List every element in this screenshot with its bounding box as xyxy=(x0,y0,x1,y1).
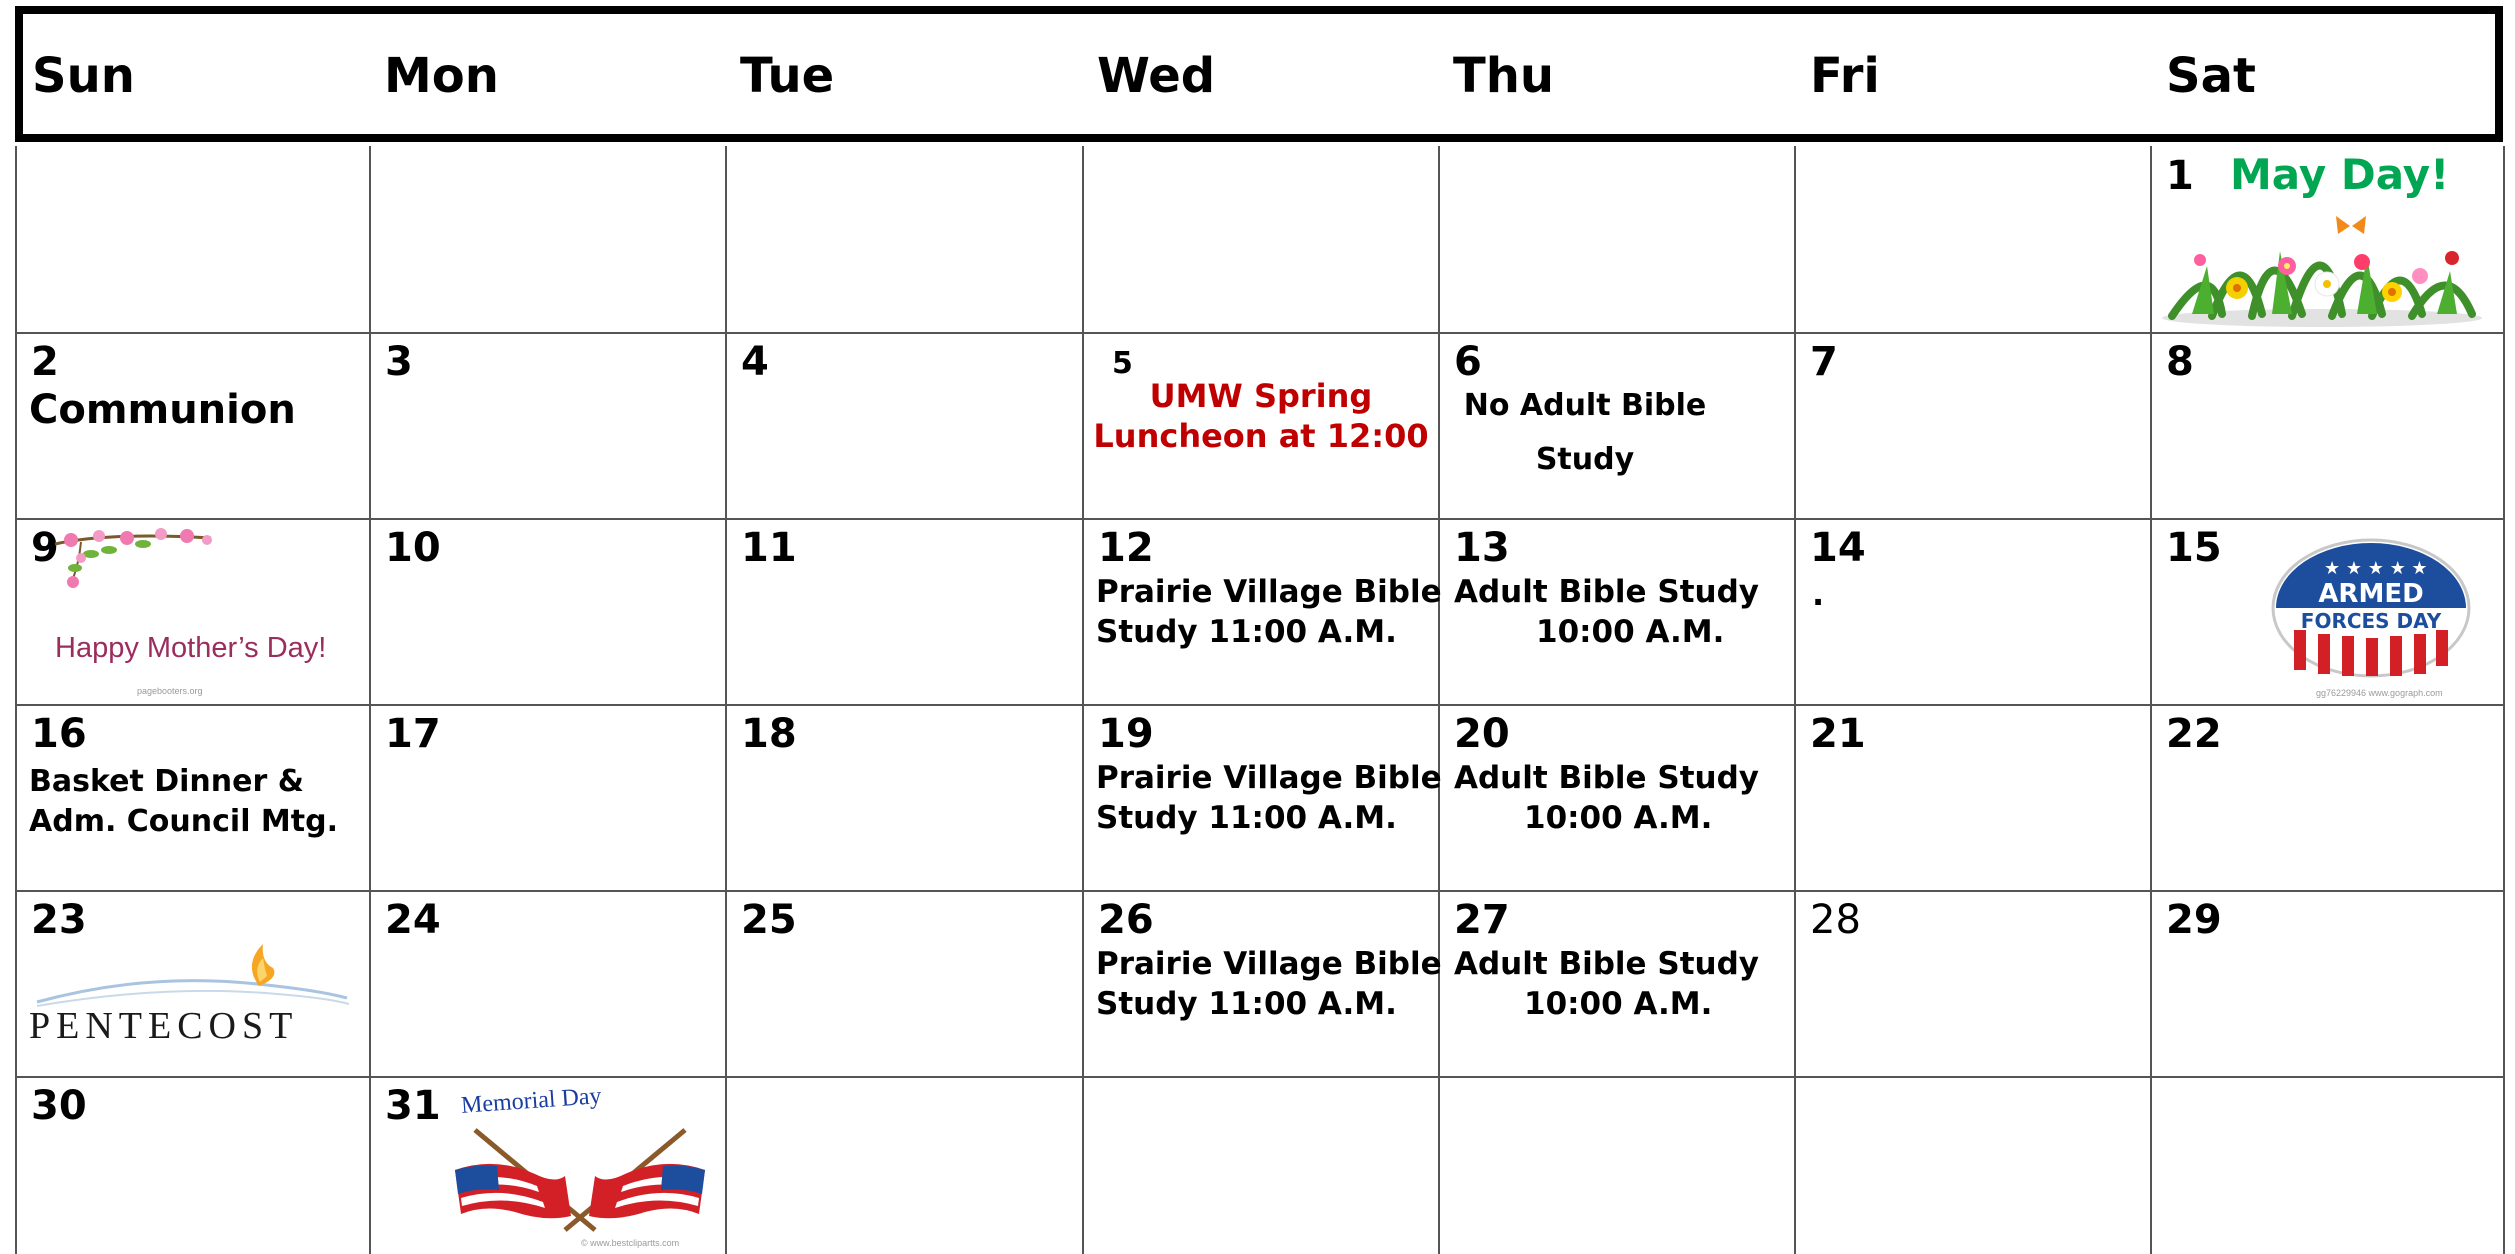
event-pentecost: PENTECOST xyxy=(29,1005,299,1047)
event-umw-line2: Luncheon at 12:00 xyxy=(1093,417,1429,455)
day-cell-31[interactable] xyxy=(371,1078,725,1254)
event-no-bible-study-line2: Study xyxy=(1535,442,1635,477)
day-cell-10[interactable] xyxy=(371,520,725,704)
event-memorial-day: Memorial Day xyxy=(460,1083,603,1119)
candle-flame-icon xyxy=(27,942,357,1012)
weekday-wed: Wed xyxy=(1097,48,1216,104)
day-number: 18 xyxy=(741,711,797,757)
day-cell-18[interactable] xyxy=(727,706,1082,890)
event-prairie-village-line1: Prairie Village Bible xyxy=(1096,760,1442,796)
event-prairie-village-line2: Study 11:00 A.M. xyxy=(1096,800,1397,836)
weekday-tue: Tue xyxy=(740,48,835,104)
day-cell-9[interactable] xyxy=(17,520,369,704)
day-cell-3[interactable] xyxy=(371,334,725,518)
day-cell-15[interactable] xyxy=(2152,520,2503,704)
day-cell-14[interactable] xyxy=(1796,520,2150,704)
day-cell-17[interactable] xyxy=(371,706,725,890)
day-number: 25 xyxy=(741,897,797,943)
day-number: 15 xyxy=(2166,525,2222,571)
day-number: 19 xyxy=(1098,711,1154,757)
day-number: 13 xyxy=(1454,525,1510,571)
weekday-sat: Sat xyxy=(2166,48,2256,104)
day-cell-12[interactable] xyxy=(1084,520,1442,704)
event-may-day: May Day! xyxy=(2230,150,2450,199)
event-dot: . xyxy=(1812,575,1825,613)
crossed-flags-icon xyxy=(445,1126,715,1238)
event-adult-bible-line2: 10:00 A.M. xyxy=(1536,614,1725,650)
day-cell-6[interactable] xyxy=(1440,334,1794,518)
day-cell-8[interactable] xyxy=(2152,334,2503,518)
event-adult-bible-line1: Adult Bible Study xyxy=(1454,760,1759,796)
event-adult-bible-line1: Adult Bible Study xyxy=(1454,946,1759,982)
grid-line xyxy=(2503,146,2505,1254)
day-number: 8 xyxy=(2166,339,2194,385)
day-number: 1 xyxy=(2166,153,2194,199)
image-credit: pagebooters.org xyxy=(137,686,203,696)
day-number: 24 xyxy=(385,897,441,943)
event-adult-bible-line2: 10:00 A.M. xyxy=(1524,800,1713,836)
weekday-sun: Sun xyxy=(32,48,135,104)
day-number: 23 xyxy=(31,897,87,943)
day-number: 7 xyxy=(1810,339,1838,385)
day-number: 28 xyxy=(1810,897,1861,943)
day-cell-5[interactable] xyxy=(1084,334,1438,518)
event-prairie-village-line2: Study 11:00 A.M. xyxy=(1096,614,1397,650)
event-prairie-village-line1: Prairie Village Bible xyxy=(1096,946,1442,982)
day-number: 10 xyxy=(385,525,441,571)
day-number: 4 xyxy=(741,339,769,385)
day-number: 22 xyxy=(2166,711,2222,757)
weekday-fri: Fri xyxy=(1810,48,1880,104)
day-number: 26 xyxy=(1098,897,1154,943)
day-number: 5 xyxy=(1112,346,1133,381)
day-cell-24[interactable] xyxy=(371,892,725,1076)
event-adult-bible-line1: Adult Bible Study xyxy=(1454,574,1759,610)
day-number: 3 xyxy=(385,339,413,385)
event-mothers-day: Happy Mother’s Day! xyxy=(55,632,327,664)
day-cell-16[interactable] xyxy=(17,706,369,890)
day-number: 29 xyxy=(2166,897,2222,943)
day-cell-22[interactable] xyxy=(2152,706,2503,890)
day-cell-4[interactable] xyxy=(727,334,1082,518)
day-cell-25[interactable] xyxy=(727,892,1082,1076)
day-cell-27[interactable] xyxy=(1440,892,1794,1076)
day-cell-7[interactable] xyxy=(1796,334,2150,518)
event-umw-line1: UMW Spring xyxy=(1149,377,1373,415)
weekday-mon: Mon xyxy=(384,48,499,104)
day-number: 30 xyxy=(31,1083,87,1129)
day-cell-11[interactable] xyxy=(727,520,1082,704)
day-number: 2 xyxy=(31,339,59,385)
event-basket-dinner-line1: Basket Dinner & xyxy=(29,764,304,799)
day-cell-1[interactable] xyxy=(2152,148,2503,332)
event-no-bible-study-line1: No Adult Bible xyxy=(1463,388,1707,423)
event-prairie-village-line1: Prairie Village Bible xyxy=(1096,574,1442,610)
day-number: 14 xyxy=(1810,525,1866,571)
event-basket-dinner-line2: Adm. Council Mtg. xyxy=(29,804,338,839)
event-communion: Communion xyxy=(29,387,296,433)
day-cell-19[interactable] xyxy=(1084,706,1442,890)
image-credit: © www.bestclipartts.com xyxy=(581,1238,680,1248)
event-adult-bible-line2: 10:00 A.M. xyxy=(1524,986,1713,1022)
day-cell-23[interactable] xyxy=(17,892,369,1076)
day-number: 27 xyxy=(1454,897,1510,943)
day-cell-21[interactable] xyxy=(1796,706,2150,890)
weekday-thu: Thu xyxy=(1453,48,1555,104)
day-number: 31 xyxy=(385,1083,441,1129)
badge-line2: FORCES DAY xyxy=(2300,609,2442,633)
day-number: 6 xyxy=(1454,339,1482,385)
badge-line1: ARMED xyxy=(2318,579,2424,609)
day-number: 16 xyxy=(31,711,87,757)
image-credit: gg76229946 www.gograph.com xyxy=(2316,688,2443,698)
event-prairie-village-line2: Study 11:00 A.M. xyxy=(1096,986,1397,1022)
armed-forces-badge-icon xyxy=(2264,534,2478,692)
blossom-branch-icon xyxy=(51,524,221,600)
day-cell-2[interactable] xyxy=(17,334,369,518)
day-number: 21 xyxy=(1810,711,1866,757)
day-cell-30[interactable] xyxy=(17,1078,369,1254)
day-number: 12 xyxy=(1098,525,1154,571)
day-cell-20[interactable] xyxy=(1440,706,1794,890)
day-cell-13[interactable] xyxy=(1440,520,1794,704)
svg-text:★ ★ ★ ★ ★: ★ ★ ★ ★ ★ xyxy=(2324,558,2428,579)
day-number: 11 xyxy=(741,525,797,571)
flowers-icon xyxy=(2152,196,2492,330)
day-cell-28[interactable] xyxy=(1796,892,2150,1076)
day-number: 9 xyxy=(31,525,59,571)
day-cell-26[interactable] xyxy=(1084,892,1442,1076)
day-cell-29[interactable] xyxy=(2152,892,2503,1076)
day-number: 20 xyxy=(1454,711,1510,757)
day-number: 17 xyxy=(385,711,441,757)
